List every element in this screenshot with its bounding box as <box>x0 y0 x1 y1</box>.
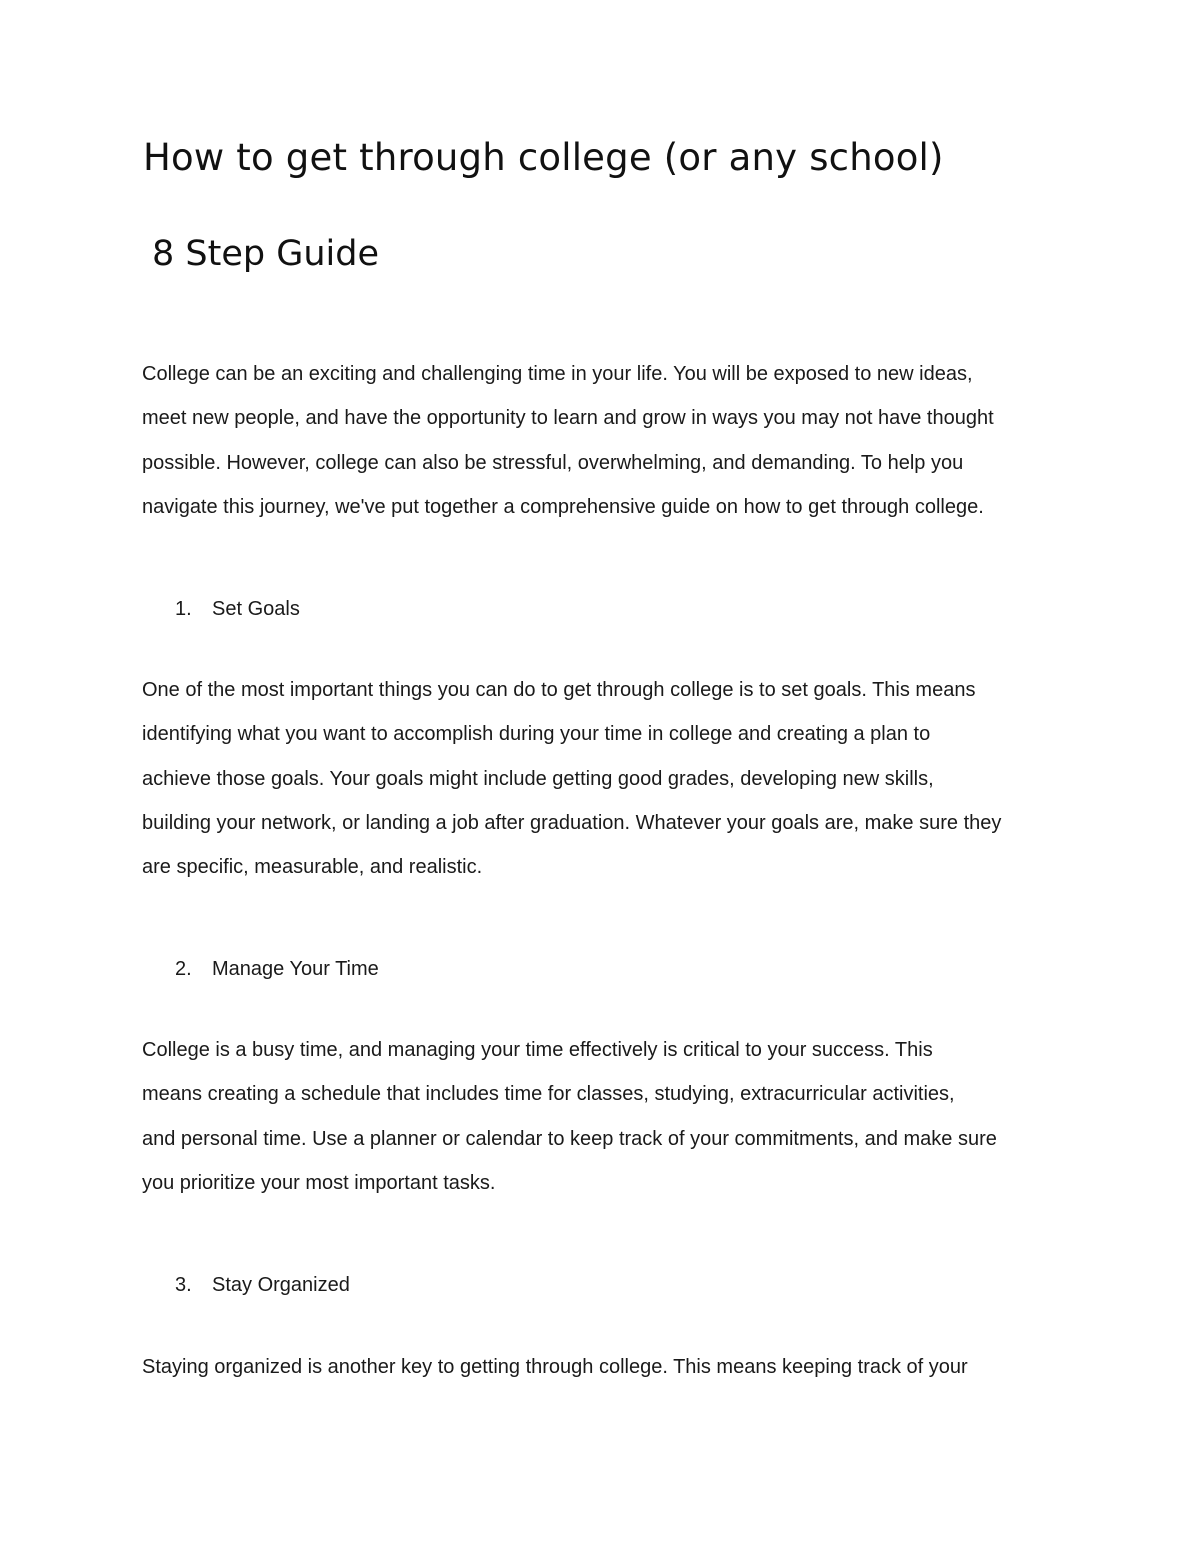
document-title: How to get through college (or any school) <box>143 136 944 179</box>
step-1-paragraph <box>142 668 1072 889</box>
step-heading-1 <box>175 594 300 624</box>
step-number: 3. <box>175 1274 192 1296</box>
paragraph-line: identifying what you want to accomplish during your time in college and creating a plan to <box>142 723 931 746</box>
step-heading-3 <box>175 1270 350 1300</box>
paragraph-line: means creating a schedule that includes time for classes, studying, extracurricular activities, <box>142 1083 955 1106</box>
step-title: Manage Your Time <box>212 958 379 980</box>
paragraph-line: and personal time. Use a planner or calendar to keep track of your commitments, and make sure <box>142 1127 997 1150</box>
paragraph-line: achieve those goals. Your goals might include getting good grades, developing new skills, <box>142 767 934 790</box>
paragraph-line: building your network, or landing a job after graduation. Whatever your goals are, make sure they <box>142 811 1002 834</box>
step-3-paragraph <box>142 1345 1072 1389</box>
intro-paragraph <box>142 352 1072 529</box>
intro-line: possible. However, college can also be stressful, overwhelming, and demanding. To help you <box>142 451 964 474</box>
intro-line: College can be an exciting and challenging time in your life. You will be exposed to new ideas, <box>142 363 973 385</box>
step-title: Set Goals <box>212 598 300 620</box>
paragraph-line: College is a busy time, and managing your time effectively is critical to your success. This <box>142 1039 933 1061</box>
intro-line: meet new people, and have the opportunity to learn and grow in ways you may not have thought <box>142 407 994 430</box>
paragraph-line: Staying organized is another key to getting through college. This means keeping track of your <box>142 1356 968 1378</box>
step-number: 1. <box>175 598 192 620</box>
step-2-paragraph <box>142 1028 1072 1205</box>
intro-line: navigate this journey, we've put together a comprehensive guide on how to get through college. <box>142 495 984 518</box>
step-heading-2 <box>175 954 379 984</box>
document-subtitle: 8 Step Guide <box>152 234 379 274</box>
paragraph-line: One of the most important things you can do to get through college is to set goals. This means <box>142 679 976 701</box>
paragraph-line: you prioritize your most important tasks. <box>142 1171 496 1194</box>
step-number: 2. <box>175 958 192 980</box>
step-title: Stay Organized <box>212 1274 350 1296</box>
paragraph-line: are specific, measurable, and realistic. <box>142 856 483 879</box>
